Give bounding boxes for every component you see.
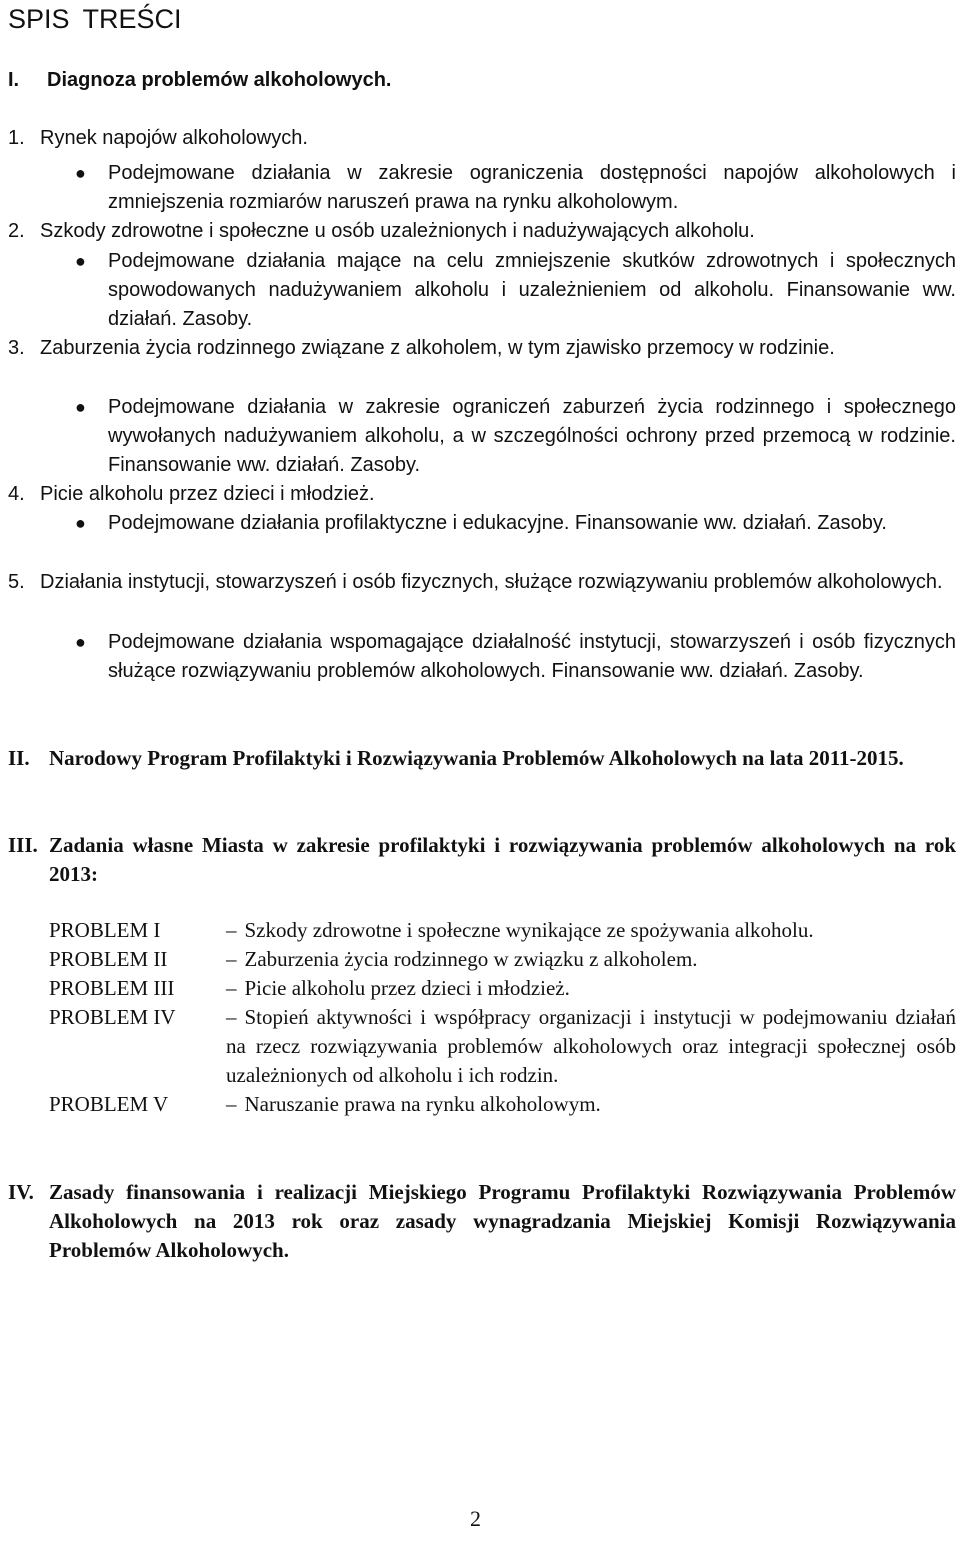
item-number: 3.: [8, 337, 25, 359]
page-number: 2: [470, 1506, 481, 1531]
problem-row: [49, 1003, 956, 1090]
section-number: I.: [8, 69, 20, 91]
section-title: Narodowy Program Profilaktyki i Rozwiązywania Problemów Alkoholowych na lata 2011-2015.: [49, 746, 904, 770]
bullet-text: Podejmowane działania w zakresie ograniczenia dostępności napojów alkoholowych i zmniejszenia rozmiarów naruszeń prawa na rynku alkoholowym.: [108, 162, 956, 213]
item-number: 4.: [8, 483, 25, 505]
dash-separator: –: [226, 918, 237, 942]
bullet-item: [75, 628, 956, 686]
problem-label: PROBLEM I: [49, 918, 161, 942]
dash-separator: –: [226, 947, 237, 971]
problem-label: PROBLEM II: [49, 947, 168, 971]
section-title: Zasady finansowania i realizacji Miejskiego Programu Profilaktyki Rozwiązywania Problemów Alkoholowych na 2013 rok oraz zasady wynagradzania Miejskiej Komisji Rozwiązywania Problemów Alkoholowych.: [49, 1180, 956, 1262]
bullet-text: Podejmowane działania w zakresie ograniczeń zaburzeń życia rodzinnego i społecznego wywołanych nadużywaniem alkoholu, a w szczególności ochrony przed przemocą w rodzinie. Finansowanie ww. działań. Zasoby.: [108, 396, 956, 476]
list-item: [8, 480, 956, 509]
item-number: 1.: [8, 127, 25, 149]
bullet-icon: ●: [75, 397, 86, 417]
dash-separator: –: [226, 1092, 237, 1116]
problem-text: Stopień aktywności i współpracy organizacji i instytucji w podejmowaniu działań na rzecz rozwiązywania problemów alkoholowych oraz integracji społecznej osób uzależnionych od alkoholu i ich rodzin.: [226, 1005, 956, 1087]
section-number: IV.: [8, 1180, 34, 1204]
item-text: Rynek napojów alkoholowych.: [40, 127, 308, 149]
problem-label: PROBLEM V: [49, 1092, 169, 1116]
problem-row: [49, 945, 956, 974]
bullet-item: [75, 159, 956, 217]
bullet-icon: ●: [75, 513, 86, 533]
item-text: Picie alkoholu przez dzieci i młodzież.: [40, 483, 375, 505]
section-4-heading: [8, 1178, 956, 1265]
problem-row: [49, 916, 956, 945]
problems-list: [49, 916, 956, 1119]
problem-row: [49, 1090, 956, 1119]
section-title: Diagnoza problemów alkoholowych.: [47, 69, 392, 91]
section-title: Zadania własne Miasta w zakresie profilaktyki i rozwiązywania problemów alkoholowych na rok 2013:: [49, 833, 956, 886]
dash-separator: –: [226, 1005, 237, 1029]
item-number: 2.: [8, 220, 25, 242]
dash-separator: –: [226, 976, 237, 1000]
bullet-icon: ●: [75, 251, 86, 271]
problem-text: Picie alkoholu przez dzieci i młodzież.: [244, 976, 570, 1000]
item-number: 5.: [8, 571, 25, 593]
list-item: [8, 124, 956, 153]
page-title: SPIS TREŚCI: [8, 4, 182, 34]
problem-text: Szkody zdrowotne i społeczne wynikające ze spożywania alkoholu.: [244, 918, 814, 942]
section-3-heading: [8, 831, 956, 889]
item-text: Działania instytucji, stowarzyszeń i osób fizycznych, służące rozwiązywaniu problemów alkoholowych.: [40, 571, 943, 593]
problem-label: PROBLEM IV: [49, 1005, 176, 1029]
bullet-text: Podejmowane działania mające na celu zmniejszenie skutków zdrowotnych i społecznych spowodowanych nadużywaniem alkoholu i uzależnieniem od alkoholu. Finansowanie ww. działań. Zasoby.: [108, 250, 956, 330]
list-item: [8, 568, 956, 597]
list-item: [8, 217, 956, 246]
problem-row: [49, 974, 956, 1003]
problem-label: PROBLEM III: [49, 976, 175, 1000]
bullet-icon: ●: [75, 163, 86, 183]
bullet-item: [75, 509, 956, 538]
problem-text: Naruszanie prawa na rynku alkoholowym.: [244, 1092, 601, 1116]
section-number: II.: [8, 746, 30, 770]
list-item: [8, 334, 956, 363]
bullet-item: [75, 247, 956, 334]
bullet-icon: ●: [75, 632, 86, 652]
section-1-heading: [8, 66, 956, 95]
item-text: Zaburzenia życia rodzinnego związane z alkoholem, w tym zjawisko przemocy w rodzinie.: [40, 337, 835, 359]
bullet-text: Podejmowane działania wspomagające działalność instytucji, stowarzyszeń i osób fizycznych służące rozwiązywaniu problemów alkoholowych. Finansowanie ww. działań. Zasoby.: [108, 631, 956, 682]
problem-text: Zaburzenia życia rodzinnego w związku z alkoholem.: [244, 947, 698, 971]
bullet-text: Podejmowane działania profilaktyczne i edukacyjne. Finansowanie ww. działań. Zasoby.: [108, 512, 887, 534]
section-2-heading: [8, 744, 956, 773]
bullet-item: [75, 393, 956, 480]
section-number: III.: [8, 833, 38, 857]
item-text: Szkody zdrowotne i społeczne u osób uzależnionych i nadużywających alkoholu.: [40, 220, 755, 242]
